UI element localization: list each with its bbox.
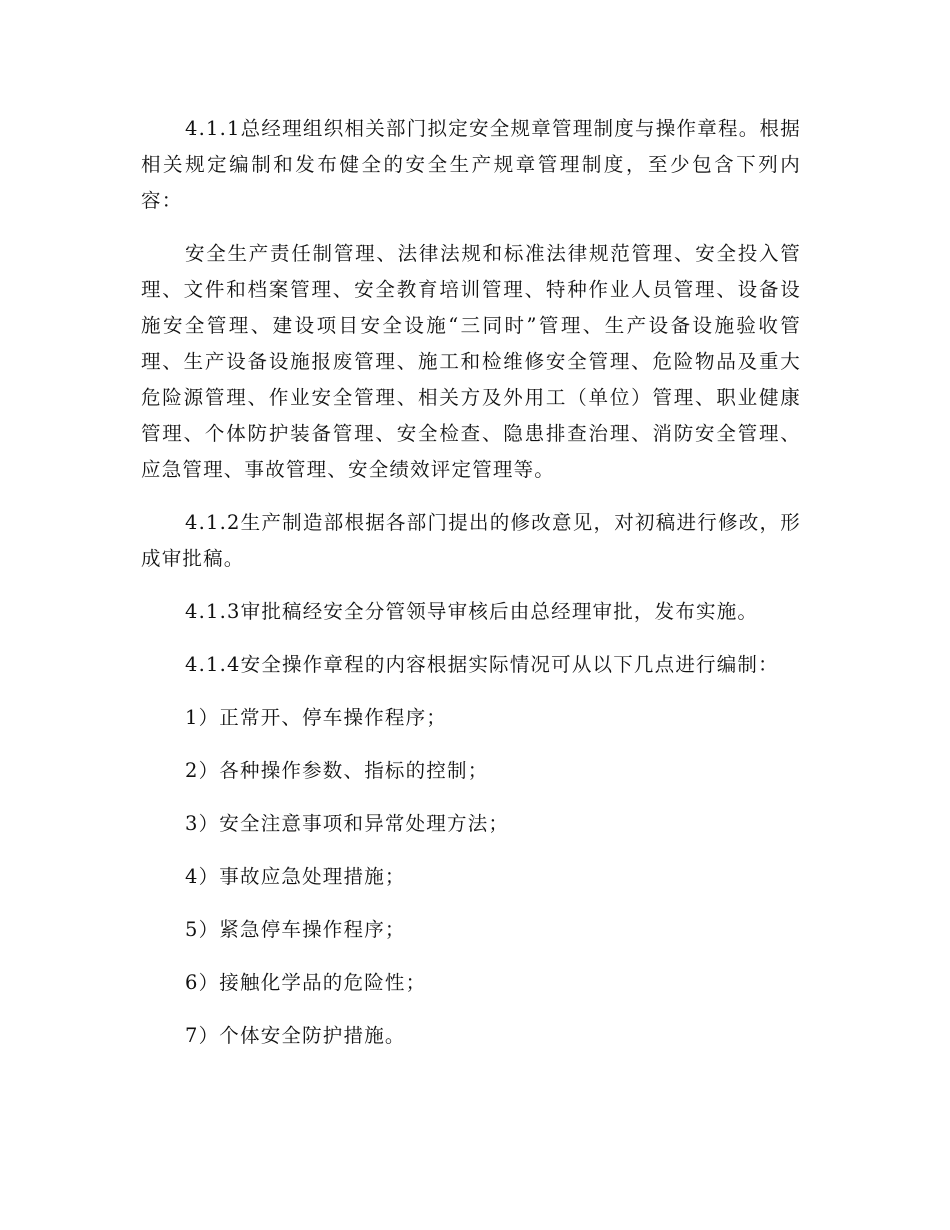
list-item: 4）事故应急处理措施；: [185, 865, 406, 888]
list-item: 6）接触化学品的危险性；: [185, 971, 427, 994]
document-body: [141, 111, 801, 1071]
list-item: 2）各种操作参数、指标的控制；: [185, 759, 489, 782]
paragraph-4-1-4: 4.1.4安全操作章程的内容根据实际情况可从以下几点进行编制：: [185, 653, 779, 676]
list-item: 1）正常开、停车操作程序；: [185, 706, 448, 729]
paragraph-4-1-3: 4.1.3审批稿经安全分管领导审核后由总经理审批，发布实施。: [185, 600, 759, 623]
paragraph-system-list: 安全生产责任制管理、法律法规和标准法律规范管理、安全投入管理、文件和档案管理、安全教育培训管理、特种作业人员管理、设备设施安全管理、建设项目安全设施“三同时”管理、生产设备设施验收管理、生产设备设施报废管理、施工和检维修安全管理、危险物品及重大危险源管理、作业安全管理、相关方及外用工（单位）管理、职业健康管理、个体防护装备管理、安全检查、隐患排查治理、消防安全管理、应急管理、事故管理、安全绩效评定管理等。: [141, 242, 801, 481]
list-item: 3）安全注意事项和异常处理方法；: [185, 812, 510, 835]
paragraph-4-1-1: 4.1.1总经理组织相关部门拟定安全规章管理制度与操作章程。根据相关规定编制和发布健全的安全生产规章管理制度，至少包含下列内容：: [141, 117, 801, 212]
list-item: 7）个体安全防护措施。: [185, 1024, 406, 1047]
list-item: 5）紧急停车操作程序；: [185, 918, 406, 941]
paragraph-4-1-2: 4.1.2生产制造部根据各部门提出的修改意见，对初稿进行修改，形成审批稿。: [141, 511, 801, 570]
